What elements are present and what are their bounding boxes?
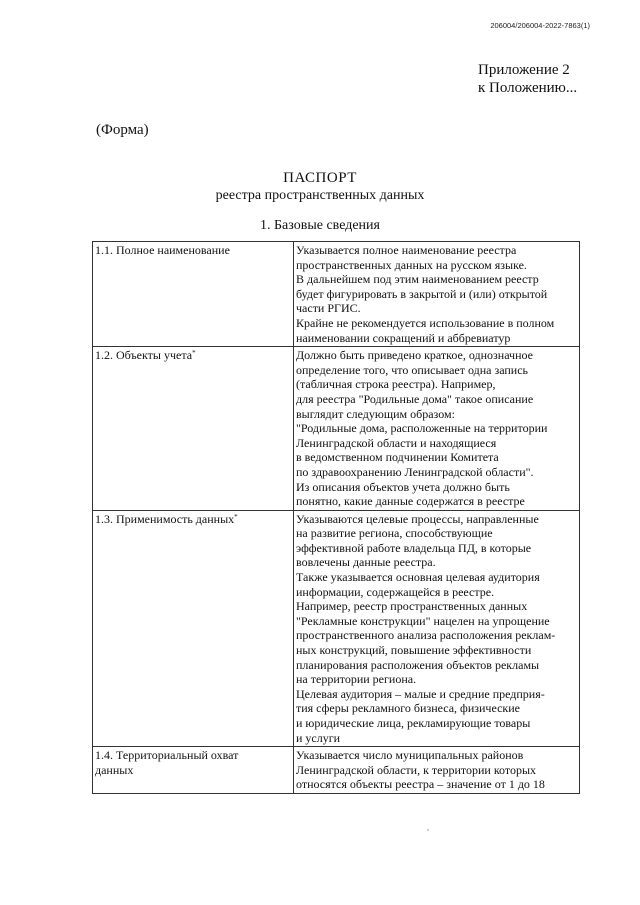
row-description-line: тия сферы рекламного бизнеса, физические <box>296 701 520 716</box>
table-row <box>93 510 580 747</box>
row-description-line: "Рекламные конструкции" нацелен на упрощение <box>296 613 550 628</box>
row-description-line: планирования расположения объектов рекламы <box>296 657 540 672</box>
row-description-line: Ленинградской области и находящиеся <box>296 435 497 450</box>
row-description-line: В дальнейшем под этим наименованием реестр <box>296 272 539 287</box>
row-description-line: Целевая аудитория – малые и средние предприя- <box>296 686 545 701</box>
row-description-line: понятно, какие данные содержатся в реестре <box>296 494 525 509</box>
table-row <box>93 242 580 347</box>
row-description-line: Указывается число муниципальных районов <box>296 748 524 763</box>
row-label-line <box>95 512 290 527</box>
row-description-line: Из описания объектов учета должно быть <box>296 479 510 494</box>
row-label-line <box>95 243 290 258</box>
document-id: 206004/206004-2022-7863(1) <box>490 21 590 30</box>
row-label-cell <box>93 747 294 794</box>
row-description-line: эффективной работе владельца ПД, в которые <box>296 540 532 555</box>
scan-mark: , <box>427 823 429 832</box>
row-label-cell <box>93 347 294 511</box>
row-description-line: пространственных данных на русском языке. <box>296 257 527 272</box>
appendix-line-2: к Положению... <box>478 80 578 96</box>
row-label-line <box>95 763 290 778</box>
row-label-line <box>95 348 290 363</box>
row-description-line: Должно быть приведено краткое, однозначное <box>296 348 533 363</box>
row-description-line: наименовании сокращений и аббревиатур <box>296 330 511 345</box>
row-description-line: будет фигурировать в закрытой и (или) открытой <box>296 286 548 301</box>
row-label-cell <box>93 242 294 347</box>
row-label-text: 1.4. Территориальный охват <box>95 748 239 763</box>
row-description-line: Крайне не рекомендуется использование в полном <box>296 315 555 330</box>
row-description-line: определение того, что описывает одна запись <box>296 362 529 377</box>
row-description-line: на территории региона. <box>296 672 417 687</box>
passport-table <box>92 241 580 794</box>
appendix-line-1: Приложение 2 <box>478 62 570 78</box>
footnote-marker: * <box>192 349 196 358</box>
row-description-cell <box>294 747 580 794</box>
row-description-line: Указывается полное наименование реестра <box>296 243 517 257</box>
row-description-line: и услуги <box>296 730 341 745</box>
row-description-line: "Родильные дома, расположенные на территории <box>296 421 548 436</box>
row-description-line: и юридические лица, рекламирующие товары <box>296 716 531 730</box>
row-label-cell <box>93 510 294 747</box>
appendix-note <box>478 61 577 97</box>
row-description-line: выглядит следующим образом: <box>296 406 455 421</box>
row-description-line: для реестра "Родильные дома" такое описание <box>296 391 534 406</box>
row-description-line: информации, содержащейся в реестре. <box>296 584 495 599</box>
row-description-line: вовлечены данные реестра. <box>296 555 436 570</box>
row-description-cell <box>294 347 580 511</box>
table-row <box>93 347 580 511</box>
page-subtitle: реестра пространственных данных <box>215 188 425 203</box>
row-description-cell <box>294 242 580 347</box>
section-title: 1. Базовые сведения <box>260 218 380 233</box>
table-row <box>93 747 580 794</box>
row-description-line: Также указывается основная целевая аудитория <box>296 570 540 585</box>
row-description-line: Ленинградской области, к территории которых <box>296 762 537 777</box>
row-description-line: на развитие региона, способствующие <box>296 526 493 541</box>
row-description-line: по здравоохранению Ленинградской области". <box>296 464 534 479</box>
row-label-text: данных <box>95 762 134 777</box>
form-label: (Форма) <box>96 122 149 138</box>
row-description-line: Указываются целевые процессы, направленные <box>296 511 539 526</box>
row-label-text: 1.3. Применимость данных <box>95 511 235 526</box>
row-label-text: 1.1. Полное наименование <box>95 243 230 257</box>
row-label-line <box>95 748 290 763</box>
row-description-line: пространственного анализа расположения реклам- <box>296 628 556 643</box>
footnote-marker: * <box>234 512 238 521</box>
row-description-cell <box>294 510 580 747</box>
row-description-line: Например, реестр пространственных данных <box>296 599 528 614</box>
row-description-line: в ведомственном подчинении Комитета <box>296 450 499 465</box>
row-description-line: части РГИС. <box>296 301 361 316</box>
row-description-line: ных конструкций, повышение эффективности <box>296 643 532 658</box>
row-label-text: 1.2. Объекты учета <box>95 348 193 363</box>
page-title: ПАСПОРТ <box>283 170 357 186</box>
row-description-line: (табличная строка реестра). Например, <box>296 377 496 392</box>
row-description-line: относятся объекты реестра – значение от 1 до 18 <box>296 777 545 792</box>
